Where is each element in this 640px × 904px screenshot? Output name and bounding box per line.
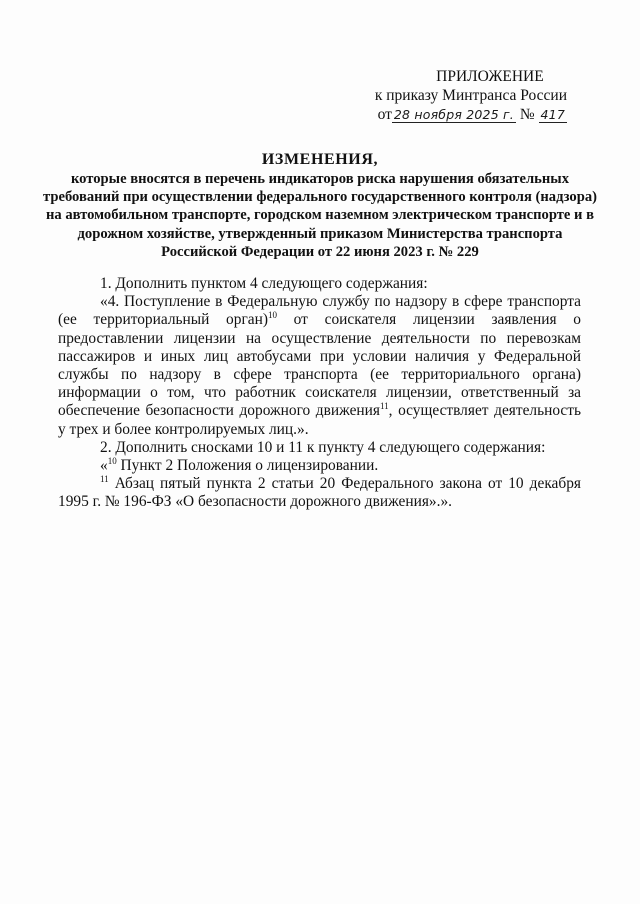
- paragraph-3: 2. Дополнить сносками 10 и 11 к пункту 4 следующего содержания:: [100, 438, 546, 456]
- footnote-10-prefix: «: [100, 457, 108, 475]
- footnote-11: [58, 475, 581, 511]
- date-prefix: от: [377, 106, 392, 123]
- footnote-10: [58, 457, 581, 475]
- paragraph-2: [58, 293, 581, 439]
- appendix-header: [375, 67, 567, 124]
- paragraph-1: 1. Дополнить пунктом 4 следующего содержания:: [100, 275, 428, 292]
- footnote-10-mark: 10: [107, 456, 117, 467]
- order-date-line: [375, 105, 567, 124]
- footnote-ref-11: 11: [379, 401, 389, 412]
- handwritten-number: 417: [540, 107, 565, 122]
- heading-title: ИЗМЕНЕНИЯ,: [261, 151, 379, 168]
- appendix-subtitle: к приказу Минтранса России: [374, 87, 567, 104]
- footnote-11-text: Абзац пятый пункта 2 статьи 20 Федерального закона от 10 декабря 1995 г. № 196-ФЗ «О безопасности дорожного движения».».: [58, 475, 581, 511]
- paragraph-2-part-b: от соискателя лицензии заявления о предоставлении лицензии на осуществление деятельности по перевозкам пассажиров и иных лиц автобусами при условии наличия у Федеральной службы по надзору в сфере транспорта (ее территориального органа) информации о том, что работник соискателя лицензии, ответственный за обеспечение безопасности дорожного движения: [58, 311, 581, 420]
- number-prefix: №: [519, 106, 535, 123]
- heading-subtitle: которые вносятся в перечень индикаторов риска нарушения обязательных требований при осуществлении федерального государственного контроля (надзора) на автомобильном транспорте, городском наземном электрическом транспорте и в дорожном хозяйстве, утвержденный приказом Министерства транспорта Российской Федерации от 22 июня 2023 г. № 229: [43, 171, 597, 260]
- handwritten-date: 28 ноября 2025 г.: [393, 107, 514, 122]
- document-heading: [40, 151, 600, 261]
- paragraph-2-part-a: «4. Поступление в Федеральную службу по надзору в сфере транспорта (ее территориальный орган): [58, 293, 581, 329]
- appendix-title: ПРИЛОЖЕНИЕ: [436, 68, 544, 85]
- footnote-10-text: Пункт 2 Положения о лицензировании.: [116, 457, 379, 475]
- footnote-11-mark: 11: [100, 474, 109, 485]
- document-body: [58, 275, 581, 512]
- footnote-ref-10: 10: [267, 310, 277, 321]
- paragraph-2-part-c: , осуществляет деятельность у трех и более контролируемых лиц.».: [58, 402, 581, 438]
